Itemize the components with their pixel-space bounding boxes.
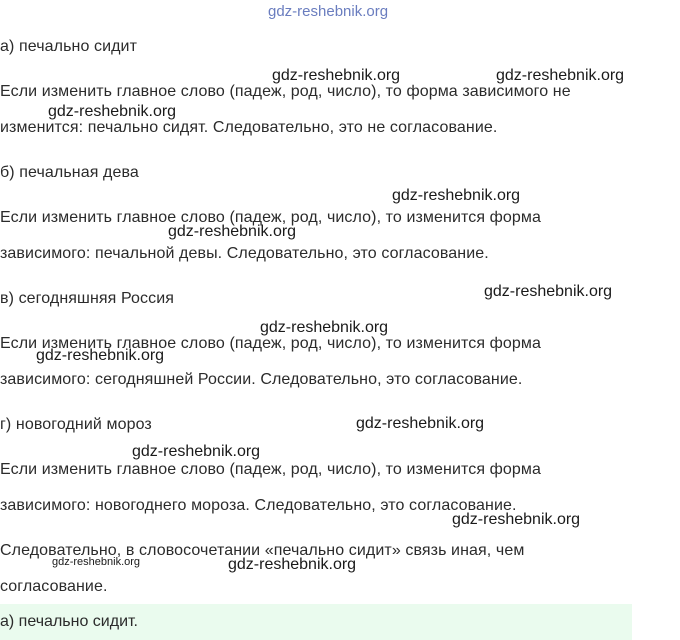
watermark: gdz-reshebnik.org <box>260 319 389 336</box>
item-c-line-2: зависимого: сегодняшней России. Следовательно, это согласование. <box>0 371 523 388</box>
item-b-label: б) печальная дева <box>0 164 139 181</box>
item-b-line-2: зависимого: печальной девы. Следовательно, это согласование. <box>0 245 489 262</box>
watermark: gdz-reshebnik.org <box>228 556 357 573</box>
item-c-line-1: Если изменить главное слово (падеж, род, число), то изменится форма <box>0 335 542 352</box>
watermark: gdz-reshebnik.org <box>272 67 401 84</box>
watermark: gdz-reshebnik.org <box>356 415 485 432</box>
item-d-line-2: зависимого: новогоднего мороза. Следовательно, это согласование. <box>0 497 517 514</box>
watermark: gdz-reshebnik.org <box>36 347 165 364</box>
watermark: gdz-reshebnik.org <box>168 223 297 240</box>
watermark: gdz-reshebnik.org <box>496 67 625 84</box>
item-c-label: в) сегодняшняя Россия <box>0 290 175 307</box>
item-a-label: а) печально сидит <box>0 38 138 55</box>
item-a-line-1: Если изменить главное слово (падеж, род, число), то форма зависимого не <box>0 83 571 100</box>
answer-text: а) печально сидит. <box>0 613 138 630</box>
watermark-small: gdz-reshebnik.org <box>52 556 141 568</box>
item-d-label: г) новогодний мороз <box>0 416 152 433</box>
watermark: gdz-reshebnik.org <box>452 511 581 528</box>
item-d-line-1: Если изменить главное слово (падеж, род, число), то изменится форма <box>0 461 542 478</box>
watermark-top: gdz-reshebnik.org <box>268 3 389 20</box>
conclusion-line-2: согласование. <box>0 578 108 595</box>
watermark: gdz-reshebnik.org <box>132 443 261 460</box>
item-a-line-2: изменится: печально сидят. Следовательно, это не согласование. <box>0 119 498 136</box>
watermark: gdz-reshebnik.org <box>392 187 521 204</box>
watermark: gdz-reshebnik.org <box>48 103 177 120</box>
conclusion-line-1: Следовательно, в словосочетании «печально сидит» связь иная, чем <box>0 542 525 559</box>
watermark: gdz-reshebnik.org <box>484 283 613 300</box>
item-b-line-1: Если изменить главное слово (падеж, род, число), то изменится форма <box>0 209 542 226</box>
